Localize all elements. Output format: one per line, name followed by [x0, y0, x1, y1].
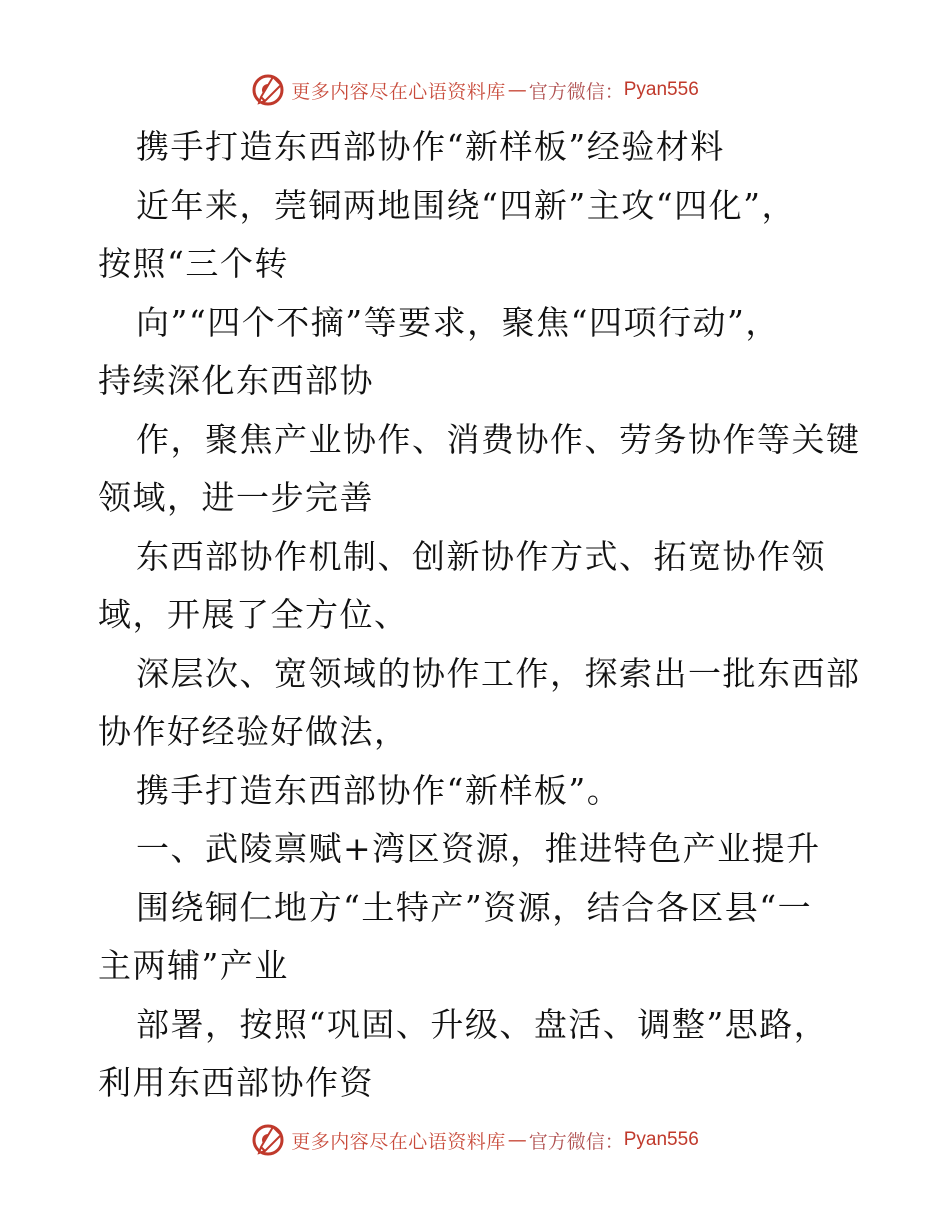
pen-logo-icon: [251, 73, 285, 107]
doc-line: 东西部协作机制、创新协作方式、拓宽协作领: [136, 536, 826, 576]
doc-line: 按照“三个转: [98, 244, 289, 283]
doc-line: 向”“四个不摘”等要求，聚焦“四项行动”，: [136, 302, 780, 342]
banner-contact-label: 官方微信：: [528, 80, 624, 103]
banner-wechat-id: Pyan556: [623, 79, 699, 100]
doc-line: 部署，按照“巩固、升级、盘活、调整”思路，: [136, 1004, 829, 1044]
doc-line: 主两辅”产业: [98, 946, 289, 985]
banner-tagline: 更多内容尽在心语资料库: [291, 80, 506, 103]
document-body: [98, 118, 868, 1113]
doc-line: 深层次、宽领域的协作工作，探索出一批东西部: [136, 653, 861, 693]
doc-line: 领域，进一步完善: [98, 478, 374, 517]
doc-line: 一、武陵禀赋+湾区资源，推进特色产业提升: [136, 829, 821, 868]
doc-line: 域，开展了全方位、: [98, 595, 409, 634]
doc-line: 近年来，莞铜两地围绕“四新”主攻“四化”，: [136, 185, 796, 225]
doc-line: 携手打造东西部协作“新样板”经验材料: [136, 127, 725, 166]
doc-line: 利用东西部协作资: [98, 1063, 374, 1102]
doc-line: 携手打造东西部协作“新样板”。: [136, 770, 622, 810]
pen-logo-icon: [251, 1123, 285, 1157]
banner-separator: —: [507, 79, 527, 101]
doc-line: 持续深化东西部协: [98, 361, 374, 400]
footer-watermark-banner: [0, 1120, 950, 1160]
banner-tagline: 更多内容尽在心语资料库: [291, 1130, 506, 1153]
header-watermark-banner: [0, 70, 950, 110]
banner-contact-label: 官方微信：: [528, 1130, 624, 1153]
doc-line: 围绕铜仁地方“土特产”资源，结合各区县“一: [136, 887, 813, 927]
banner-separator: —: [507, 1129, 527, 1151]
doc-line: 协作好经验好做法，: [98, 712, 409, 751]
doc-line: 作，聚焦产业协作、消费协作、劳务协作等关键: [136, 419, 861, 459]
banner-wechat-id: Pyan556: [623, 1129, 699, 1150]
